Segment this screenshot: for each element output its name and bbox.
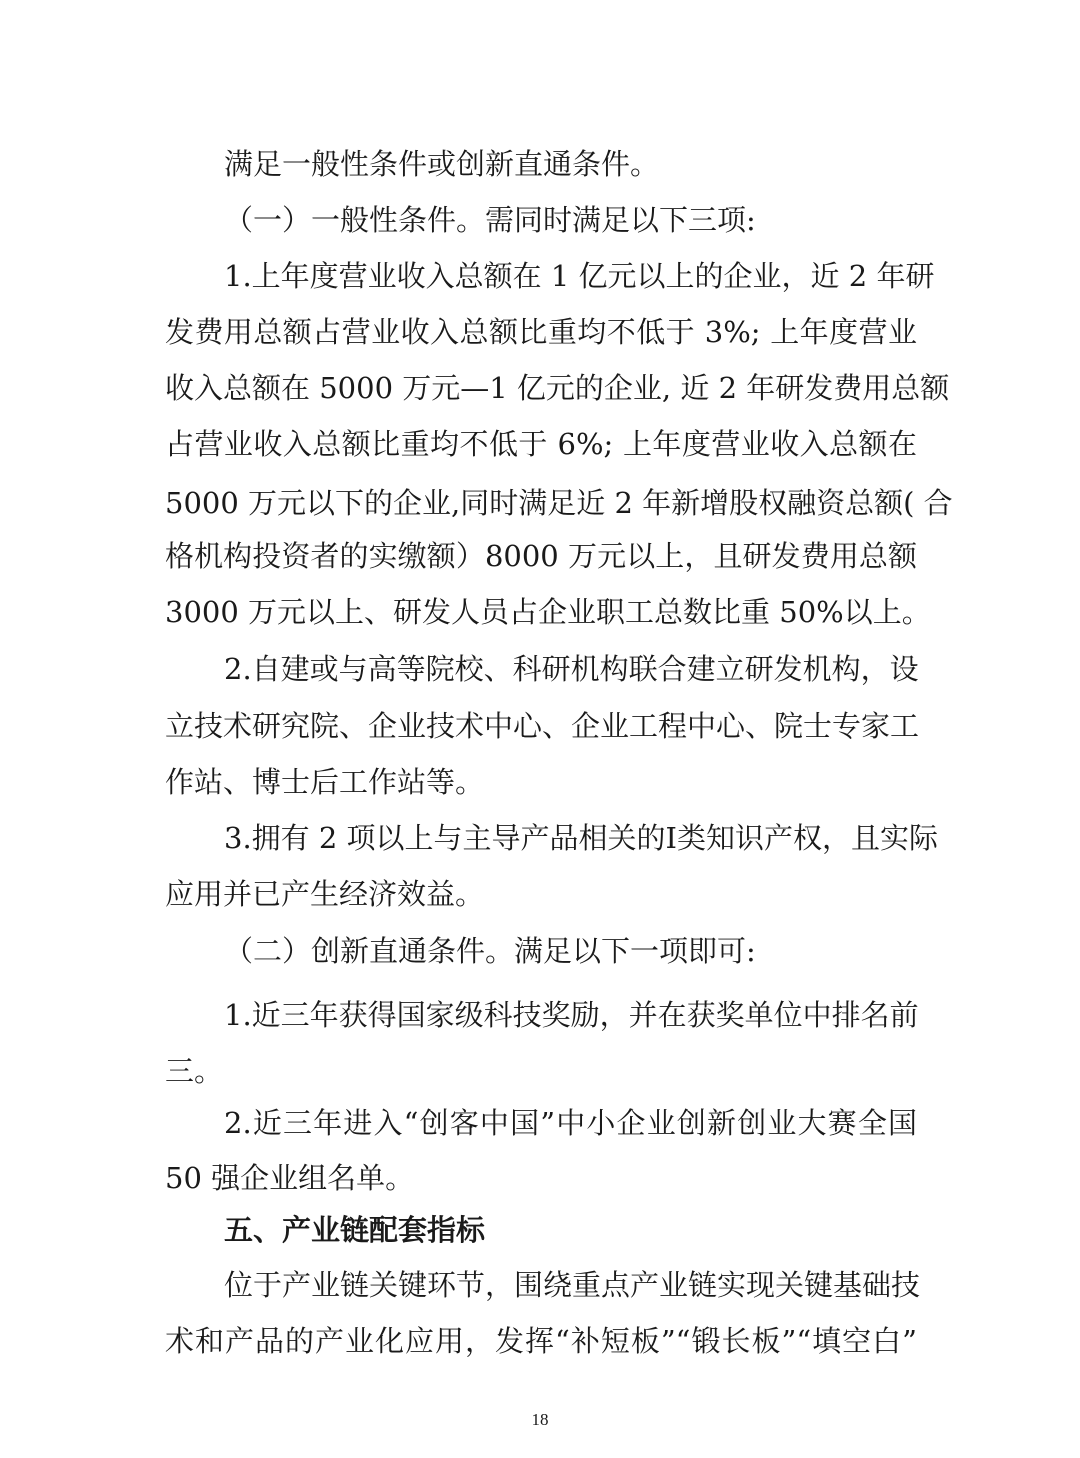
text-line: 术和产品的产业化应用，发挥“补短板”“锻长板”“填空白” [165, 1324, 917, 1358]
text-line: 发费用总额占营业收入总额比重均不低于 3%; 上年度营业 [165, 315, 917, 349]
text-line: 3.拥有 2 项以上与主导产品相关的I类知识产权，且实际 [224, 821, 939, 855]
text-line: 格机构投资者的实缴额）8000 万元以上，且研发费用总额 [165, 539, 917, 573]
text-line: 50 强企业组名单。 [165, 1161, 415, 1195]
text-line: 立技术研究院、企业技术中心、企业工程中心、院士专家工 [165, 709, 920, 743]
text-line: 1.上年度营业收入总额在 1 亿元以上的企业，近 2 年研 [224, 259, 935, 293]
text-line: 2.自建或与高等院校、科研机构联合建立研发机构，设 [224, 652, 919, 686]
text-line: 应用并已产生经济效益。 [165, 877, 485, 911]
text-line: 三。 [165, 1054, 224, 1088]
text-line: （一）一般性条件。需同时满足以下三项: [224, 203, 756, 237]
text-line: 3000 万元以上、研发人员占企业职工总数比重 50%以上。 [165, 595, 931, 629]
text-line: 1.近三年获得国家级科技奖励，并在获奖单位中排名前 [224, 998, 919, 1032]
text-line: （二）创新直通条件。满足以下一项即可: [224, 934, 756, 968]
text-line: 收入总额在 5000 万元—1 亿元的企业, 近 2 年研发费用总额 [165, 371, 950, 405]
text-line: 2.近三年进入“创客中国”中小企业创新创业大赛全国 [224, 1106, 917, 1140]
text-line: 作站、博士后工作站等。 [165, 765, 485, 799]
text-line: 占营业收入总额比重均不低于 6%; 上年度营业收入总额在 [165, 427, 917, 461]
text-line: 满足一般性条件或创新直通条件。 [224, 147, 660, 181]
page-number: 18 [531, 1410, 549, 1429]
text-line: 位于产业链关键环节，围绕重点产业链实现关键基础技 [224, 1268, 921, 1302]
section-heading: 五、产业链配套指标 [224, 1213, 486, 1247]
text-line: 5000 万元以下的企业,同时满足近 2 年新增股权融资总额( 合 [165, 486, 953, 520]
